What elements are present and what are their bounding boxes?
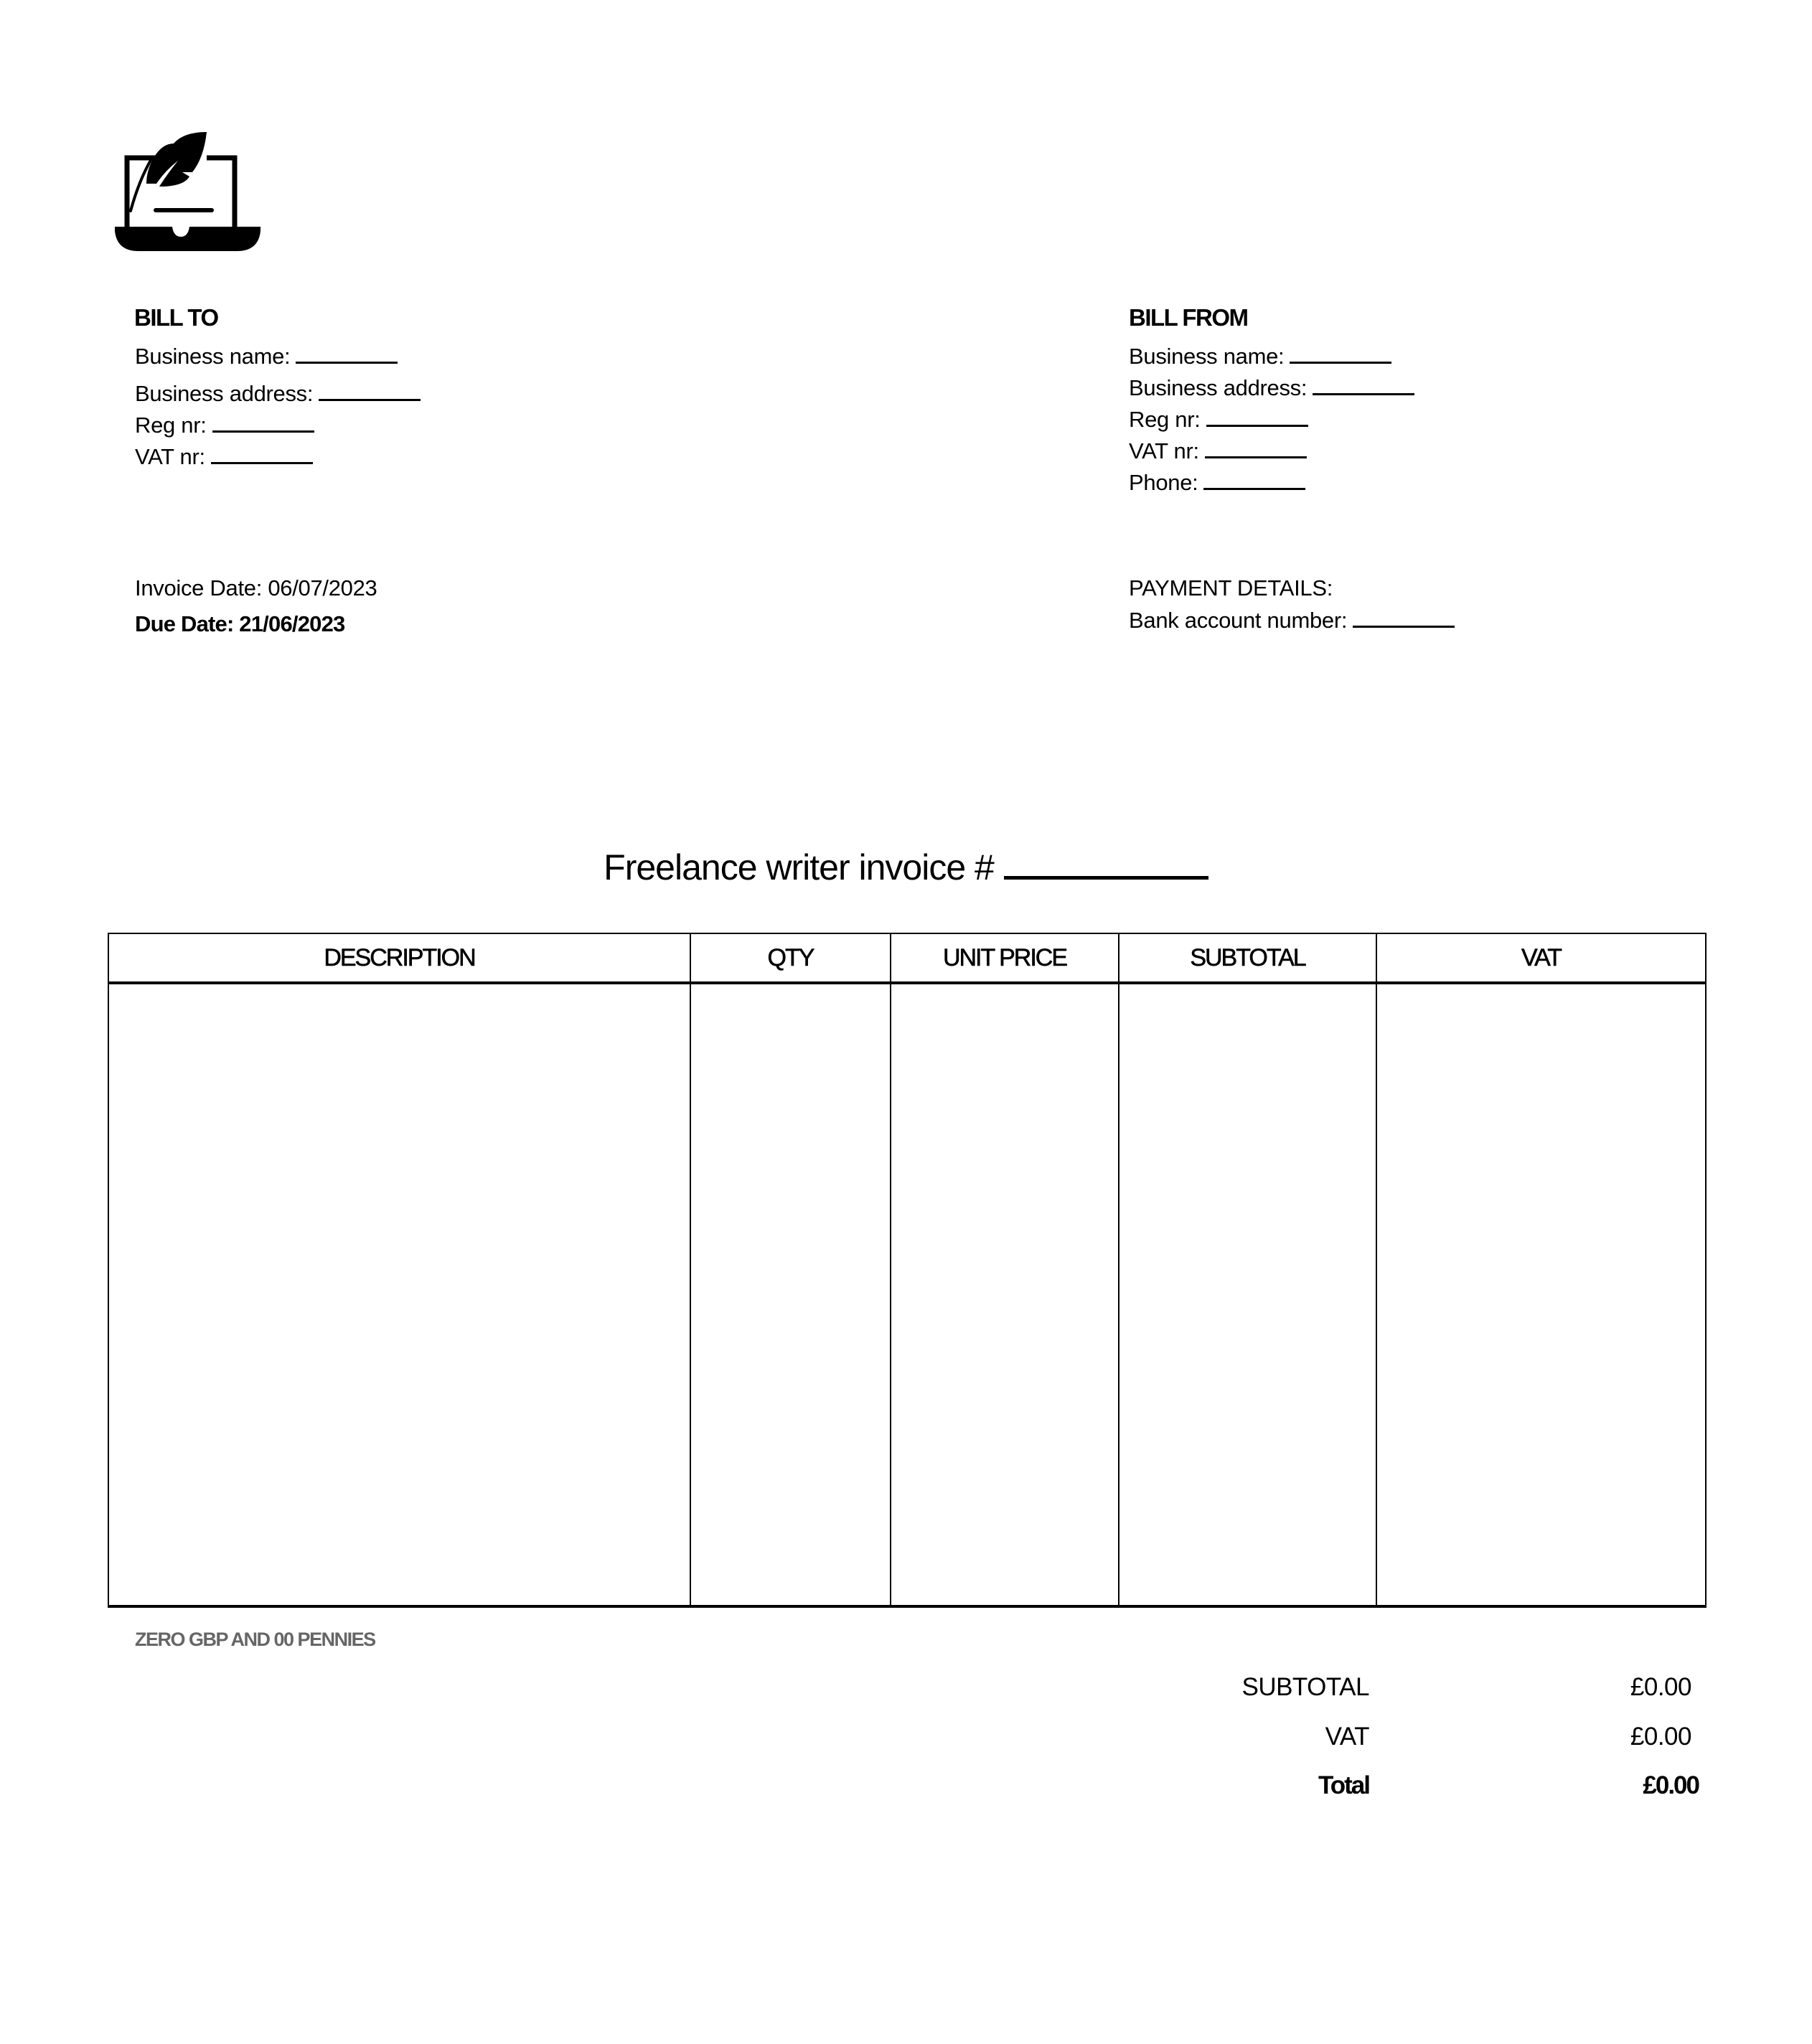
- vat-cell[interactable]: [1376, 983, 1706, 1606]
- subtotal-value: £0.00: [1630, 1673, 1691, 1701]
- vat-nr-blank[interactable]: [211, 443, 313, 464]
- invoice-title: [0, 847, 1812, 888]
- column-header-qty: QTY: [690, 933, 891, 983]
- bill-to-heading: BILL TO: [134, 304, 218, 331]
- bank-account-blank[interactable]: [1353, 607, 1455, 628]
- business-name-blank[interactable]: [1290, 343, 1391, 364]
- invoice-date: Invoice Date: 06/07/2023: [135, 575, 377, 601]
- bill-to-business-name: [135, 343, 398, 369]
- vat-label: VAT: [1325, 1723, 1369, 1751]
- table-row: [108, 983, 1706, 1606]
- payment-details-heading: PAYMENT DETAILS:: [1129, 575, 1333, 601]
- field-label: VAT nr:: [135, 444, 205, 469]
- field-label: Business address:: [1129, 375, 1308, 400]
- field-label: Business name:: [1129, 344, 1285, 369]
- total-label: Total: [1318, 1771, 1369, 1799]
- field-label: Phone:: [1129, 470, 1198, 495]
- field-label: Reg nr:: [135, 413, 207, 438]
- phone-blank[interactable]: [1203, 469, 1305, 490]
- description-cell[interactable]: [108, 983, 690, 1606]
- reg-nr-blank[interactable]: [1206, 406, 1308, 427]
- field-label: Business address:: [135, 381, 314, 406]
- items-table: [108, 933, 1707, 1608]
- subtotal-cell[interactable]: [1119, 983, 1376, 1606]
- column-header-description: DESCRIPTION: [108, 933, 690, 983]
- table-header-row: [108, 933, 1706, 983]
- bill-from-vat-nr: [1129, 438, 1307, 464]
- due-date: Due Date: 21/06/2023: [135, 611, 345, 636]
- subtotal-label: SUBTOTAL: [1241, 1673, 1369, 1701]
- total-value: £0.00: [1643, 1771, 1699, 1799]
- vat-nr-blank[interactable]: [1205, 438, 1307, 458]
- field-label: VAT nr:: [1129, 438, 1199, 463]
- laptop-quill-icon: [115, 129, 263, 257]
- column-header-subtotal: SUBTOTAL: [1119, 933, 1376, 983]
- bill-from-reg-nr: [1129, 406, 1308, 433]
- bill-from-phone: [1129, 469, 1305, 496]
- bill-from-business-name: [1129, 343, 1391, 369]
- invoice-title-text: Freelance writer invoice #: [604, 847, 994, 887]
- unit-price-cell[interactable]: [891, 983, 1119, 1606]
- field-label: Bank account number:: [1129, 608, 1348, 633]
- reg-nr-blank[interactable]: [212, 412, 314, 433]
- business-address-blank[interactable]: [1313, 375, 1414, 395]
- bill-to-vat-nr: [135, 443, 313, 470]
- bill-from-heading: BILL FROM: [1129, 304, 1248, 331]
- column-header-vat: VAT: [1376, 933, 1706, 983]
- bill-from-business-address: [1129, 375, 1414, 401]
- vat-value: £0.00: [1630, 1723, 1691, 1751]
- business-address-blank[interactable]: [319, 380, 421, 401]
- bank-account-number: [1129, 607, 1455, 634]
- invoice-number-blank[interactable]: [1004, 847, 1208, 880]
- qty-cell[interactable]: [690, 983, 891, 1606]
- bill-to-business-address: [135, 380, 421, 407]
- bill-to-reg-nr: [135, 412, 314, 438]
- amount-in-words: ZERO GBP AND 00 PENNIES: [135, 1629, 375, 1650]
- field-label: Business name:: [135, 344, 291, 369]
- column-header-unit-price: UNIT PRICE: [891, 933, 1119, 983]
- business-name-blank[interactable]: [296, 343, 398, 364]
- field-label: Reg nr:: [1129, 407, 1201, 432]
